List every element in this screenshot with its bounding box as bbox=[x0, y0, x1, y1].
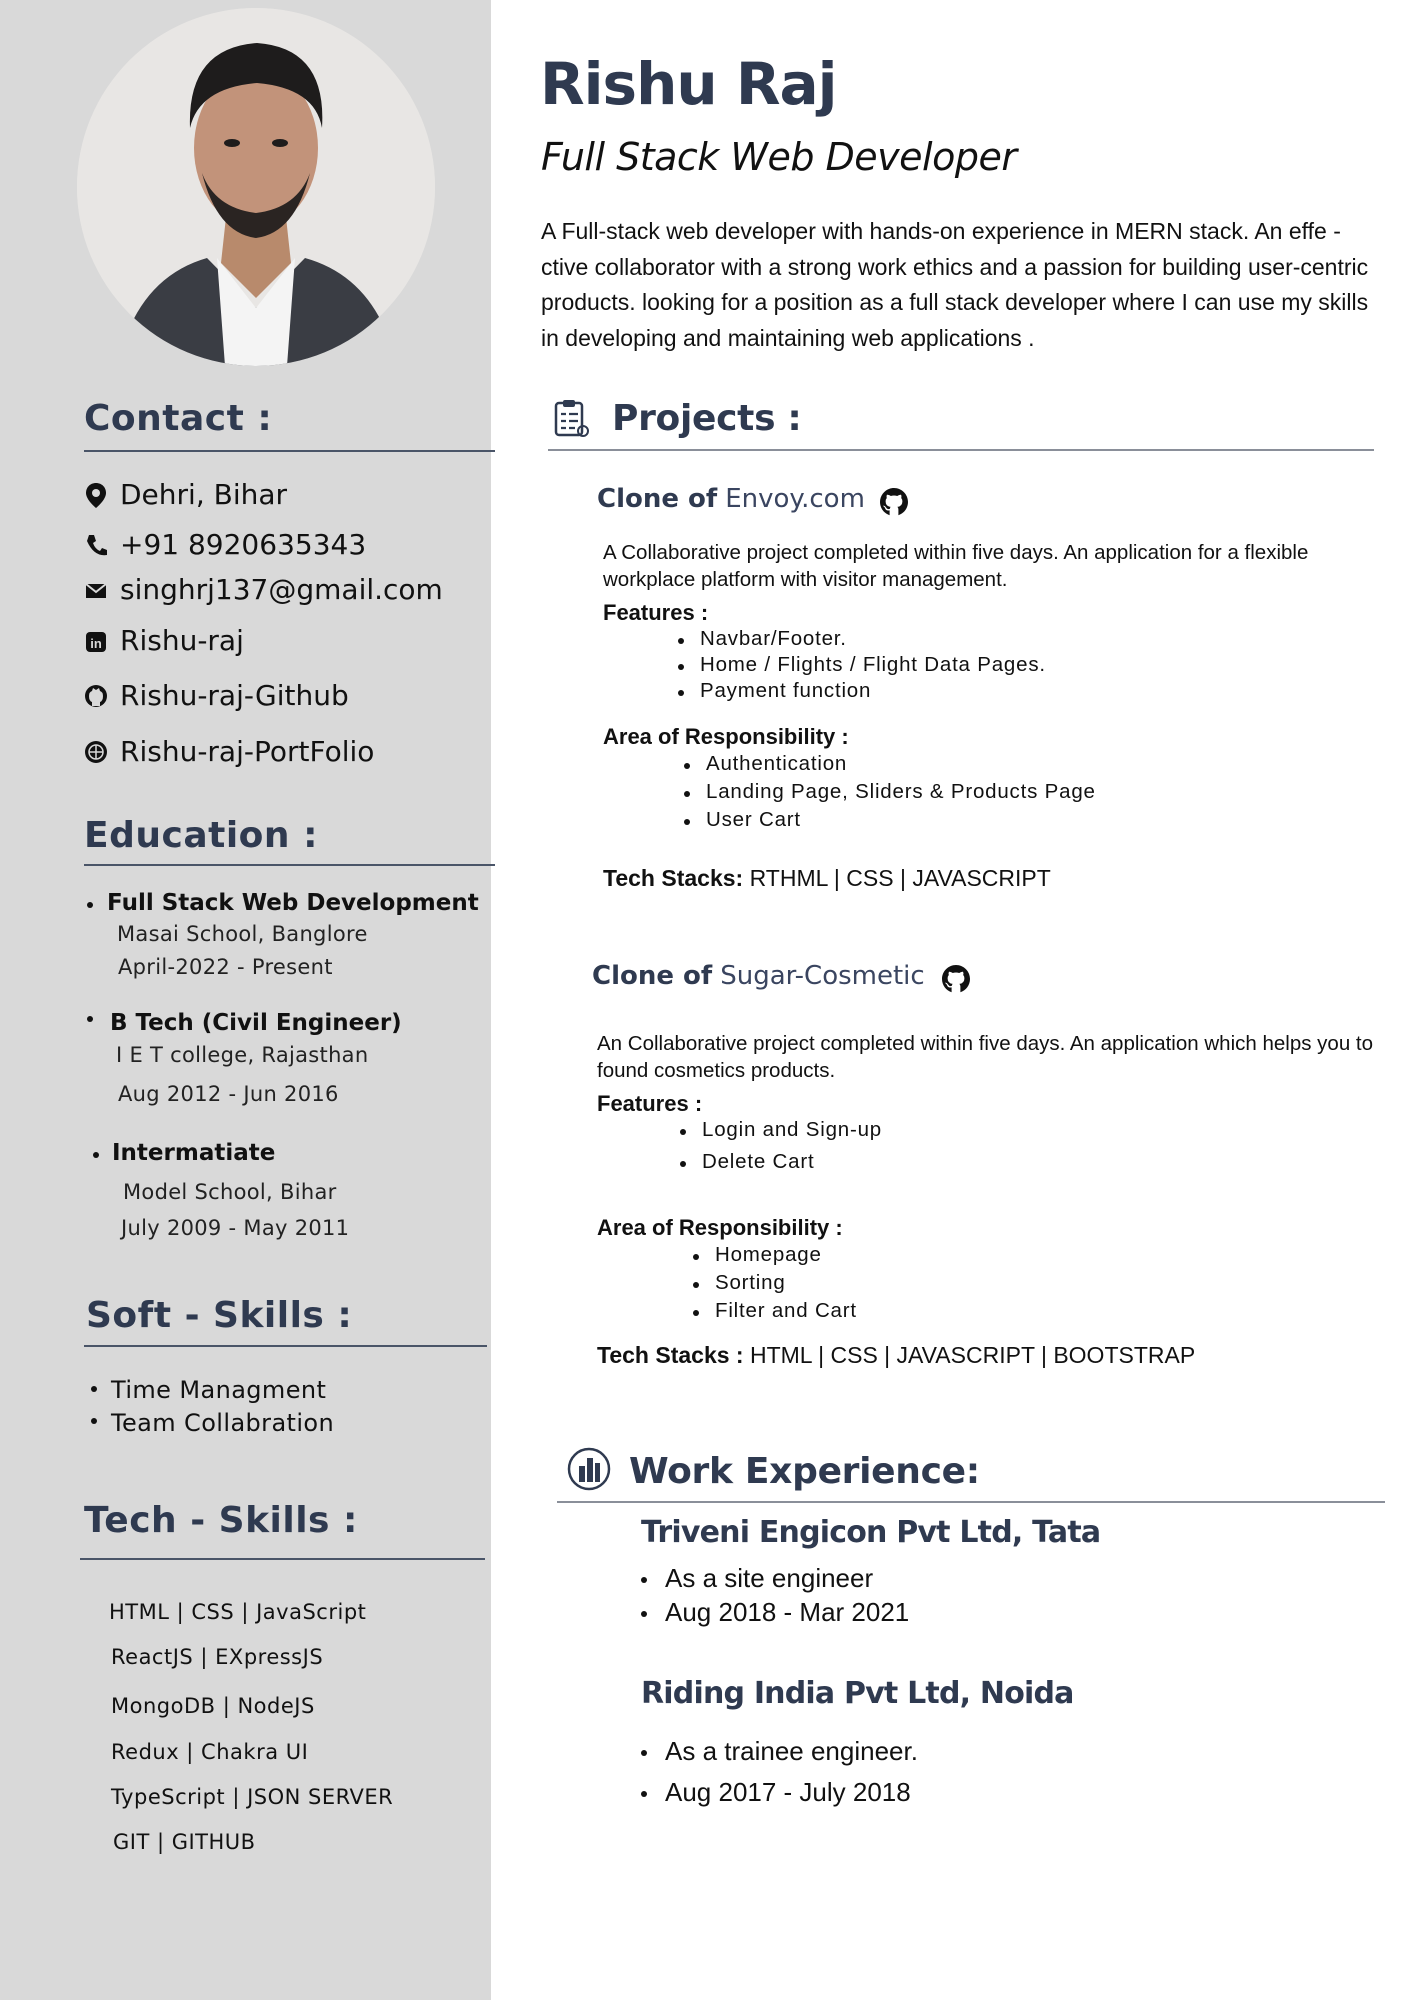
project-1-github-icon[interactable] bbox=[878, 486, 910, 518]
contact-phone bbox=[84, 528, 366, 561]
project-1-title-prefix: Clone of bbox=[597, 484, 718, 514]
contact-heading: Contact : bbox=[84, 398, 273, 439]
project-2-features-label: Features : bbox=[597, 1091, 703, 1116]
experience-1-details bbox=[641, 1563, 909, 1631]
project-2-responsibility-label: Area of Responsibility : bbox=[597, 1215, 843, 1240]
experience-divider bbox=[557, 1501, 1385, 1503]
experience-2-company: Riding India Pvt Ltd, Noida bbox=[641, 1676, 1074, 1711]
project-1-tech-label: Tech Stacks: bbox=[603, 865, 744, 891]
projects-heading: Projects : bbox=[612, 398, 802, 439]
experience-2-details bbox=[641, 1736, 918, 1818]
candidate-role: Full Stack Web Developer bbox=[541, 135, 1017, 179]
education-2-dates: Aug 2012 - Jun 2016 bbox=[118, 1082, 339, 1106]
profile-photo-illustration bbox=[77, 8, 435, 366]
project-2-features-list bbox=[680, 1118, 882, 1182]
projects-divider bbox=[548, 449, 1374, 451]
project-2-title bbox=[592, 961, 925, 991]
list-item: Homepage bbox=[693, 1243, 857, 1271]
project-2-title-name: Sugar-Cosmetic bbox=[720, 961, 925, 991]
experience-1-dates: Aug 2018 - Mar 2021 bbox=[641, 1597, 909, 1631]
list-item: Sorting bbox=[693, 1271, 857, 1299]
contact-portfolio-text[interactable]: Rishu-raj-PortFolio bbox=[120, 735, 375, 768]
education-3-dates: July 2009 - May 2011 bbox=[121, 1216, 350, 1240]
soft-skill-item: Time Managment bbox=[111, 1376, 327, 1404]
project-1-description: A Collaborative project completed within five days. An application for a flexible workplace platform with visitor management. bbox=[603, 541, 1309, 591]
contact-divider bbox=[84, 450, 495, 452]
contact-linkedin-text[interactable]: Rishu-raj bbox=[120, 624, 244, 657]
list-item: Authentication bbox=[684, 752, 1096, 780]
education-1-dates: April-2022 - Present bbox=[118, 955, 333, 979]
svg-text:in: in bbox=[90, 635, 102, 651]
contact-location-text: Dehri, Bihar bbox=[120, 478, 288, 511]
tech-skills-heading: Tech - Skills : bbox=[84, 1500, 358, 1541]
soft-skills-heading: Soft - Skills : bbox=[86, 1295, 353, 1336]
experience-1-role: As a site engineer bbox=[641, 1563, 909, 1597]
tech-skill-line: Redux | Chakra UI bbox=[111, 1740, 309, 1764]
project-2-responsibility-list bbox=[693, 1243, 857, 1327]
education-3-title: Intermatiate bbox=[112, 1140, 276, 1166]
contact-portfolio[interactable] bbox=[84, 735, 374, 768]
education-1-title: Full Stack Web Development bbox=[107, 890, 479, 916]
experience-2-role: As a trainee engineer. bbox=[641, 1736, 918, 1777]
project-1-tech-value: RTHML | CSS | JAVASCRIPT bbox=[743, 865, 1051, 891]
github-icon bbox=[84, 682, 108, 710]
contact-location bbox=[84, 478, 287, 511]
bullet bbox=[87, 1016, 93, 1022]
list-item: Filter and Cart bbox=[693, 1299, 857, 1327]
contact-email-text[interactable]: singhrj137@gmail.com bbox=[120, 573, 443, 606]
project-1-tech-stack bbox=[603, 865, 1051, 892]
list-item: Payment function bbox=[678, 679, 1046, 705]
work-experience-heading: Work Experience: bbox=[629, 1451, 980, 1492]
soft-skill-item: Team Collabration bbox=[111, 1409, 335, 1437]
list-item: Navbar/Footer. bbox=[678, 627, 1046, 653]
project-2-github-icon[interactable] bbox=[940, 963, 972, 995]
bullet bbox=[91, 1386, 97, 1392]
project-2-tech-stack bbox=[597, 1342, 1195, 1369]
education-2-place: I E T college, Rajasthan bbox=[116, 1043, 369, 1067]
candidate-name: Rishu Raj bbox=[540, 50, 837, 118]
profile-summary: A Full-stack web developer with hands-on experience in MERN stack. An effe -ctive collaborator with a strong work ethics and a passion for building user-centric products. looking for a position as a full stack developer where I can use my skills in developing and maintaining web applications . bbox=[541, 218, 1369, 351]
project-1-responsibility-list bbox=[684, 752, 1096, 836]
tech-skills-divider bbox=[80, 1558, 485, 1560]
globe-icon bbox=[84, 738, 108, 766]
tech-skill-line: TypeScript | JSON SERVER bbox=[111, 1785, 394, 1809]
education-heading: Education : bbox=[84, 815, 318, 856]
clipboard-icon bbox=[553, 398, 589, 438]
contact-github[interactable] bbox=[84, 679, 349, 712]
tech-skill-line: GIT | GITHUB bbox=[113, 1830, 256, 1854]
project-1-features-label: Features : bbox=[603, 600, 709, 625]
education-3-place: Model School, Bihar bbox=[123, 1180, 337, 1204]
tech-skill-line: HTML | CSS | JavaScript bbox=[109, 1600, 367, 1624]
project-1-responsibility-label: Area of Responsibility : bbox=[603, 724, 849, 749]
contact-email[interactable] bbox=[84, 573, 443, 606]
contact-linkedin[interactable] bbox=[84, 624, 244, 657]
list-item: Landing Page, Sliders & Products Page bbox=[684, 780, 1096, 808]
education-divider bbox=[84, 864, 495, 866]
project-2-title-prefix: Clone of bbox=[592, 961, 713, 991]
contact-phone-text: +91 8920635343 bbox=[120, 528, 367, 561]
tech-skill-line: ReactJS | EXpressJS bbox=[111, 1645, 324, 1669]
education-1-place: Masai School, Banglore bbox=[117, 922, 368, 946]
project-1-title-name: Envoy.com bbox=[725, 484, 865, 514]
contact-github-text[interactable]: Rishu-raj-Github bbox=[120, 679, 349, 712]
list-item: User Cart bbox=[684, 808, 1096, 836]
linkedin-icon bbox=[84, 627, 108, 655]
bullet bbox=[91, 1418, 97, 1424]
project-1-title bbox=[597, 484, 865, 514]
project-1-features-list bbox=[678, 627, 1046, 705]
bullet bbox=[87, 902, 93, 908]
list-item: Delete Cart bbox=[680, 1150, 882, 1182]
mail-icon bbox=[84, 576, 108, 604]
project-2-tech-label: Tech Stacks : bbox=[597, 1342, 744, 1368]
education-2-title: B Tech (Civil Engineer) bbox=[110, 1010, 402, 1036]
soft-skills-divider bbox=[84, 1345, 487, 1347]
project-2-description: An Collaborative project completed within five days. An application which helps you to found cosmetics products. bbox=[597, 1032, 1374, 1082]
location-pin-icon bbox=[84, 481, 108, 509]
list-item: Login and Sign-up bbox=[680, 1118, 882, 1150]
project-2-tech-value: HTML | CSS | JAVASCRIPT | BOOTSTRAP bbox=[743, 1342, 1196, 1368]
phone-icon bbox=[84, 531, 108, 559]
bullet bbox=[93, 1152, 99, 1158]
building-icon bbox=[566, 1446, 612, 1492]
tech-skill-line: MongoDB | NodeJS bbox=[111, 1694, 315, 1718]
experience-2-dates: Aug 2017 - July 2018 bbox=[641, 1777, 918, 1818]
experience-1-company: Triveni Engicon Pvt Ltd, Tata bbox=[641, 1515, 1101, 1550]
list-item: Home / Flights / Flight Data Pages. bbox=[678, 653, 1046, 679]
profile-photo bbox=[77, 8, 435, 366]
